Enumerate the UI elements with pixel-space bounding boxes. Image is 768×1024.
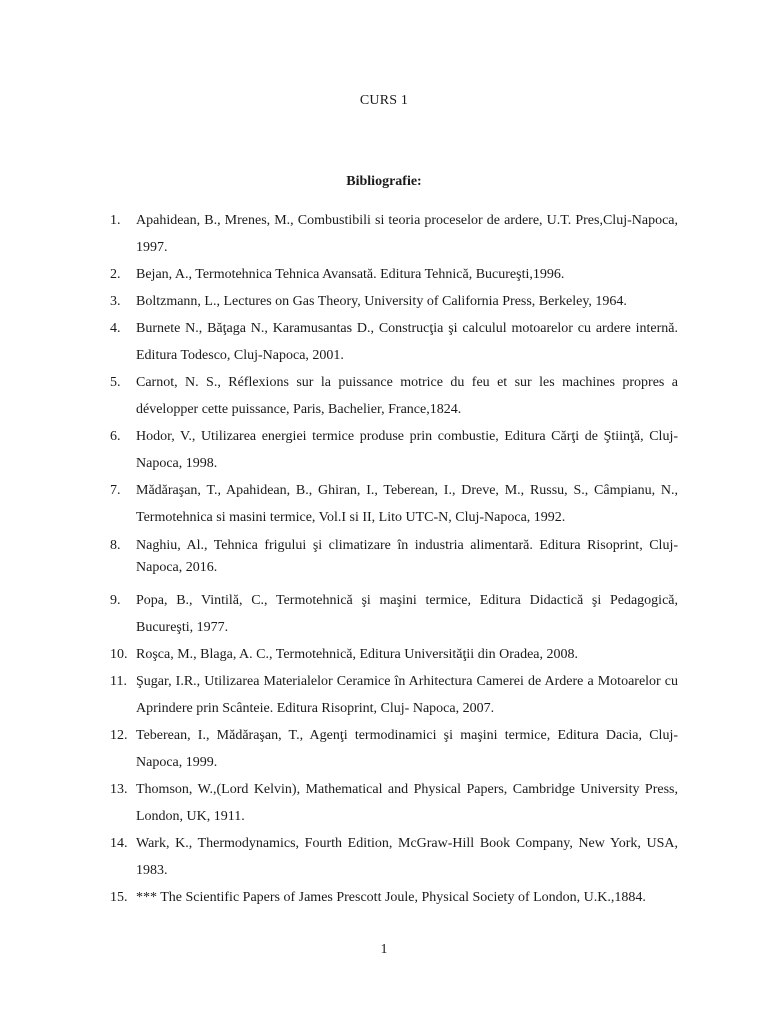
reference-number: 13. [110, 782, 128, 797]
reference-number: 10. [110, 647, 128, 662]
reference-number: 9. [110, 593, 121, 608]
bibliography-list [110, 207, 678, 911]
reference-item [110, 587, 678, 641]
reference-text: Burnete N., Băţaga N., Karamusantas D., Construcţia şi calculul motoarelor cu ardere internă. Editura Todesco, Cluj-Napoca, 2001. [136, 321, 678, 363]
reference-text: Boltzmann, L., Lectures on Gas Theory, University of California Press, Berkeley, 1964. [136, 294, 627, 309]
reference-text: Şugar, I.R., Utilizarea Materialelor Ceramice în Arhitectura Camerei de Ardere a Motoarelor cu Aprindere prin Scânteie. Editura Risoprint, Cluj- Napoca, 2007. [136, 674, 678, 716]
course-title: CURS 1 [359, 93, 409, 108]
reference-item [110, 535, 678, 579]
reference-number: 12. [110, 728, 128, 743]
reference-item [110, 830, 678, 884]
reference-text: Teberean, I., Mădăraşan, T., Agenţi termodinamici şi maşini termice, Editura Dacia, Cluj-Napoca, 1999. [136, 728, 678, 770]
reference-number: 4. [110, 321, 121, 336]
reference-item [110, 261, 678, 288]
reference-item [110, 315, 678, 369]
reference-item [110, 668, 678, 722]
reference-number: 1. [110, 213, 121, 228]
reference-text: Apahidean, B., Mrenes, M., Combustibili si teoria proceselor de ardere, U.T. Pres,Cluj-Napoca, 1997. [136, 213, 678, 255]
page-number: 1 [380, 942, 388, 957]
reference-item [110, 641, 678, 668]
reference-text: *** The Scientific Papers of James Prescott Joule, Physical Society of London, U.K.,1884. [136, 890, 646, 905]
reference-number: 5. [110, 375, 121, 390]
reference-number: 2. [110, 267, 121, 282]
reference-text: Naghiu, Al., Tehnica frigului şi climatizare în industria alimentară. Editura Risoprint, Cluj-Napoca, 2016. [136, 538, 678, 575]
reference-item [110, 776, 678, 830]
reference-text: Carnot, N. S., Réflexions sur la puissance motrice du feu et sur les machines propres a développer cette puissance, Paris, Bachelier, France,1824. [136, 375, 678, 417]
reference-text: Bejan, A., Termotehnica Tehnica Avansată. Editura Tehnică, Bucureşti,1996. [136, 267, 565, 282]
reference-text: Roşca, M., Blaga, A. C., Termotehnică, Editura Universităţii din Oradea, 2008. [136, 647, 578, 662]
bibliography-heading: Bibliografie: [346, 174, 422, 189]
reference-item [110, 288, 678, 315]
reference-number: 14. [110, 836, 128, 851]
reference-number: 8. [110, 538, 121, 553]
reference-item [110, 722, 678, 776]
reference-item [110, 477, 678, 531]
reference-item [110, 423, 678, 477]
reference-text: Mădăraşan, T., Apahidean, B., Ghiran, I., Teberean, I., Dreve, M., Russu, S., Câmpianu, N., Termotehnica si masini termice, Vol.I si II, Lito UTC-N, Cluj-Napoca, 1992. [136, 483, 678, 525]
reference-text: Popa, B., Vintilă, C., Termotehnică şi maşini termice, Editura Didactică şi Pedagogică, Bucureşti, 1977. [136, 593, 678, 635]
reference-number: 6. [110, 429, 121, 444]
reference-text: Hodor, V., Utilizarea energiei termice produse prin combustie, Editura Cărţi de Ştiinţă, Cluj-Napoca, 1998. [136, 429, 678, 471]
reference-item [110, 207, 678, 261]
reference-number: 15. [110, 890, 128, 905]
reference-number: 3. [110, 294, 121, 309]
reference-number: 11. [110, 674, 127, 689]
reference-number: 7. [110, 483, 121, 498]
reference-item [110, 369, 678, 423]
reference-text: Wark, K., Thermodynamics, Fourth Edition, McGraw-Hill Book Company, New York, USA, 1983. [136, 836, 678, 878]
reference-text: Thomson, W.,(Lord Kelvin), Mathematical and Physical Papers, Cambridge University Press, London, UK, 1911. [136, 782, 678, 824]
reference-item [110, 884, 678, 911]
